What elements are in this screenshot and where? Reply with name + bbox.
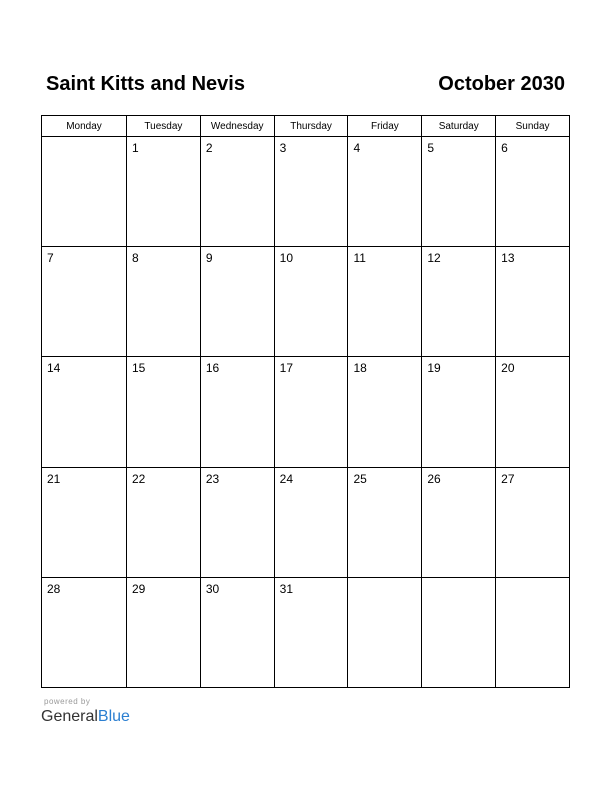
week-row xyxy=(42,247,570,357)
week-row xyxy=(42,357,570,467)
day-cell xyxy=(422,247,496,357)
week-row xyxy=(42,467,570,577)
day-number: 30 xyxy=(205,581,220,596)
day-number: 28 xyxy=(47,581,61,596)
day-number: 25 xyxy=(353,471,367,486)
day-number: 14 xyxy=(47,361,61,376)
day-number: 27 xyxy=(501,471,515,486)
day-number: 6 xyxy=(501,141,508,155)
day-number: 8 xyxy=(132,251,139,266)
weekday-header: Tuesday xyxy=(127,116,201,137)
day-cell xyxy=(127,247,201,357)
brand-blue-text: Blue xyxy=(97,708,130,725)
day-number: 22 xyxy=(132,471,146,486)
brand-general-text: General xyxy=(41,708,98,725)
day-cell xyxy=(348,247,422,357)
day-cell xyxy=(200,137,274,247)
calendar-month-title: October 2030 xyxy=(438,73,565,95)
calendar-grid xyxy=(41,115,570,688)
day-cell xyxy=(127,137,201,247)
day-number: 23 xyxy=(205,471,220,486)
day-number xyxy=(42,137,126,141)
day-cell xyxy=(274,467,348,577)
day-number: 4 xyxy=(353,141,361,155)
day-cell xyxy=(42,577,127,687)
day-number: 2 xyxy=(205,141,213,155)
weekday-header: Saturday xyxy=(422,116,496,137)
day-number: 31 xyxy=(279,581,294,596)
day-cell xyxy=(422,357,496,467)
day-number: 16 xyxy=(205,361,220,376)
week-row xyxy=(42,137,570,247)
day-number: 17 xyxy=(279,361,294,376)
day-cell xyxy=(496,577,570,687)
day-cell xyxy=(200,467,274,577)
day-number: 29 xyxy=(132,581,146,596)
weekday-header: Thursday xyxy=(274,116,348,137)
day-number: 21 xyxy=(47,471,61,486)
day-number: 10 xyxy=(279,251,294,266)
calendar-country-title: Saint Kitts and Nevis xyxy=(46,73,245,95)
day-cell xyxy=(422,137,496,247)
day-number: 12 xyxy=(427,251,441,266)
day-cell xyxy=(422,467,496,577)
day-cell xyxy=(348,577,422,687)
day-number: 3 xyxy=(279,141,287,155)
day-number: 15 xyxy=(132,361,146,376)
day-cell xyxy=(42,467,127,577)
day-number xyxy=(496,578,569,582)
day-cell xyxy=(200,577,274,687)
day-number: 24 xyxy=(279,471,294,486)
weekday-header: Monday xyxy=(42,116,127,137)
day-cell xyxy=(274,357,348,467)
day-cell xyxy=(127,467,201,577)
day-cell xyxy=(496,357,570,467)
day-number: 26 xyxy=(427,471,441,486)
day-number: 18 xyxy=(353,361,367,376)
day-number: 11 xyxy=(353,251,366,266)
day-cell xyxy=(127,577,201,687)
day-cell xyxy=(496,137,570,247)
day-number: 19 xyxy=(427,361,441,376)
day-number: 9 xyxy=(205,251,213,266)
day-number: 13 xyxy=(501,251,515,266)
day-cell xyxy=(127,357,201,467)
day-cell xyxy=(274,577,348,687)
day-number: 7 xyxy=(47,251,54,266)
day-number xyxy=(348,578,421,582)
generalblue-footer xyxy=(41,697,130,727)
day-cell xyxy=(42,247,127,357)
day-cell xyxy=(348,357,422,467)
day-cell xyxy=(422,577,496,687)
generalblue-logo xyxy=(41,707,130,727)
day-cell xyxy=(200,247,274,357)
weekday-header: Friday xyxy=(348,116,422,137)
day-cell xyxy=(42,137,127,247)
weekday-header: Wednesday xyxy=(200,116,274,137)
day-cell xyxy=(200,357,274,467)
powered-by-label: powered by xyxy=(44,697,91,706)
day-number: 20 xyxy=(501,361,515,376)
day-cell xyxy=(496,467,570,577)
week-row xyxy=(42,577,570,687)
day-cell xyxy=(348,137,422,247)
day-number: 1 xyxy=(132,141,139,155)
day-cell xyxy=(274,137,348,247)
day-cell xyxy=(496,247,570,357)
weekday-header: Sunday xyxy=(496,116,570,137)
day-number xyxy=(422,578,495,582)
weekday-header-row xyxy=(42,116,570,137)
day-number: 5 xyxy=(427,141,434,155)
day-cell xyxy=(348,467,422,577)
day-cell xyxy=(42,357,127,467)
day-cell xyxy=(274,247,348,357)
